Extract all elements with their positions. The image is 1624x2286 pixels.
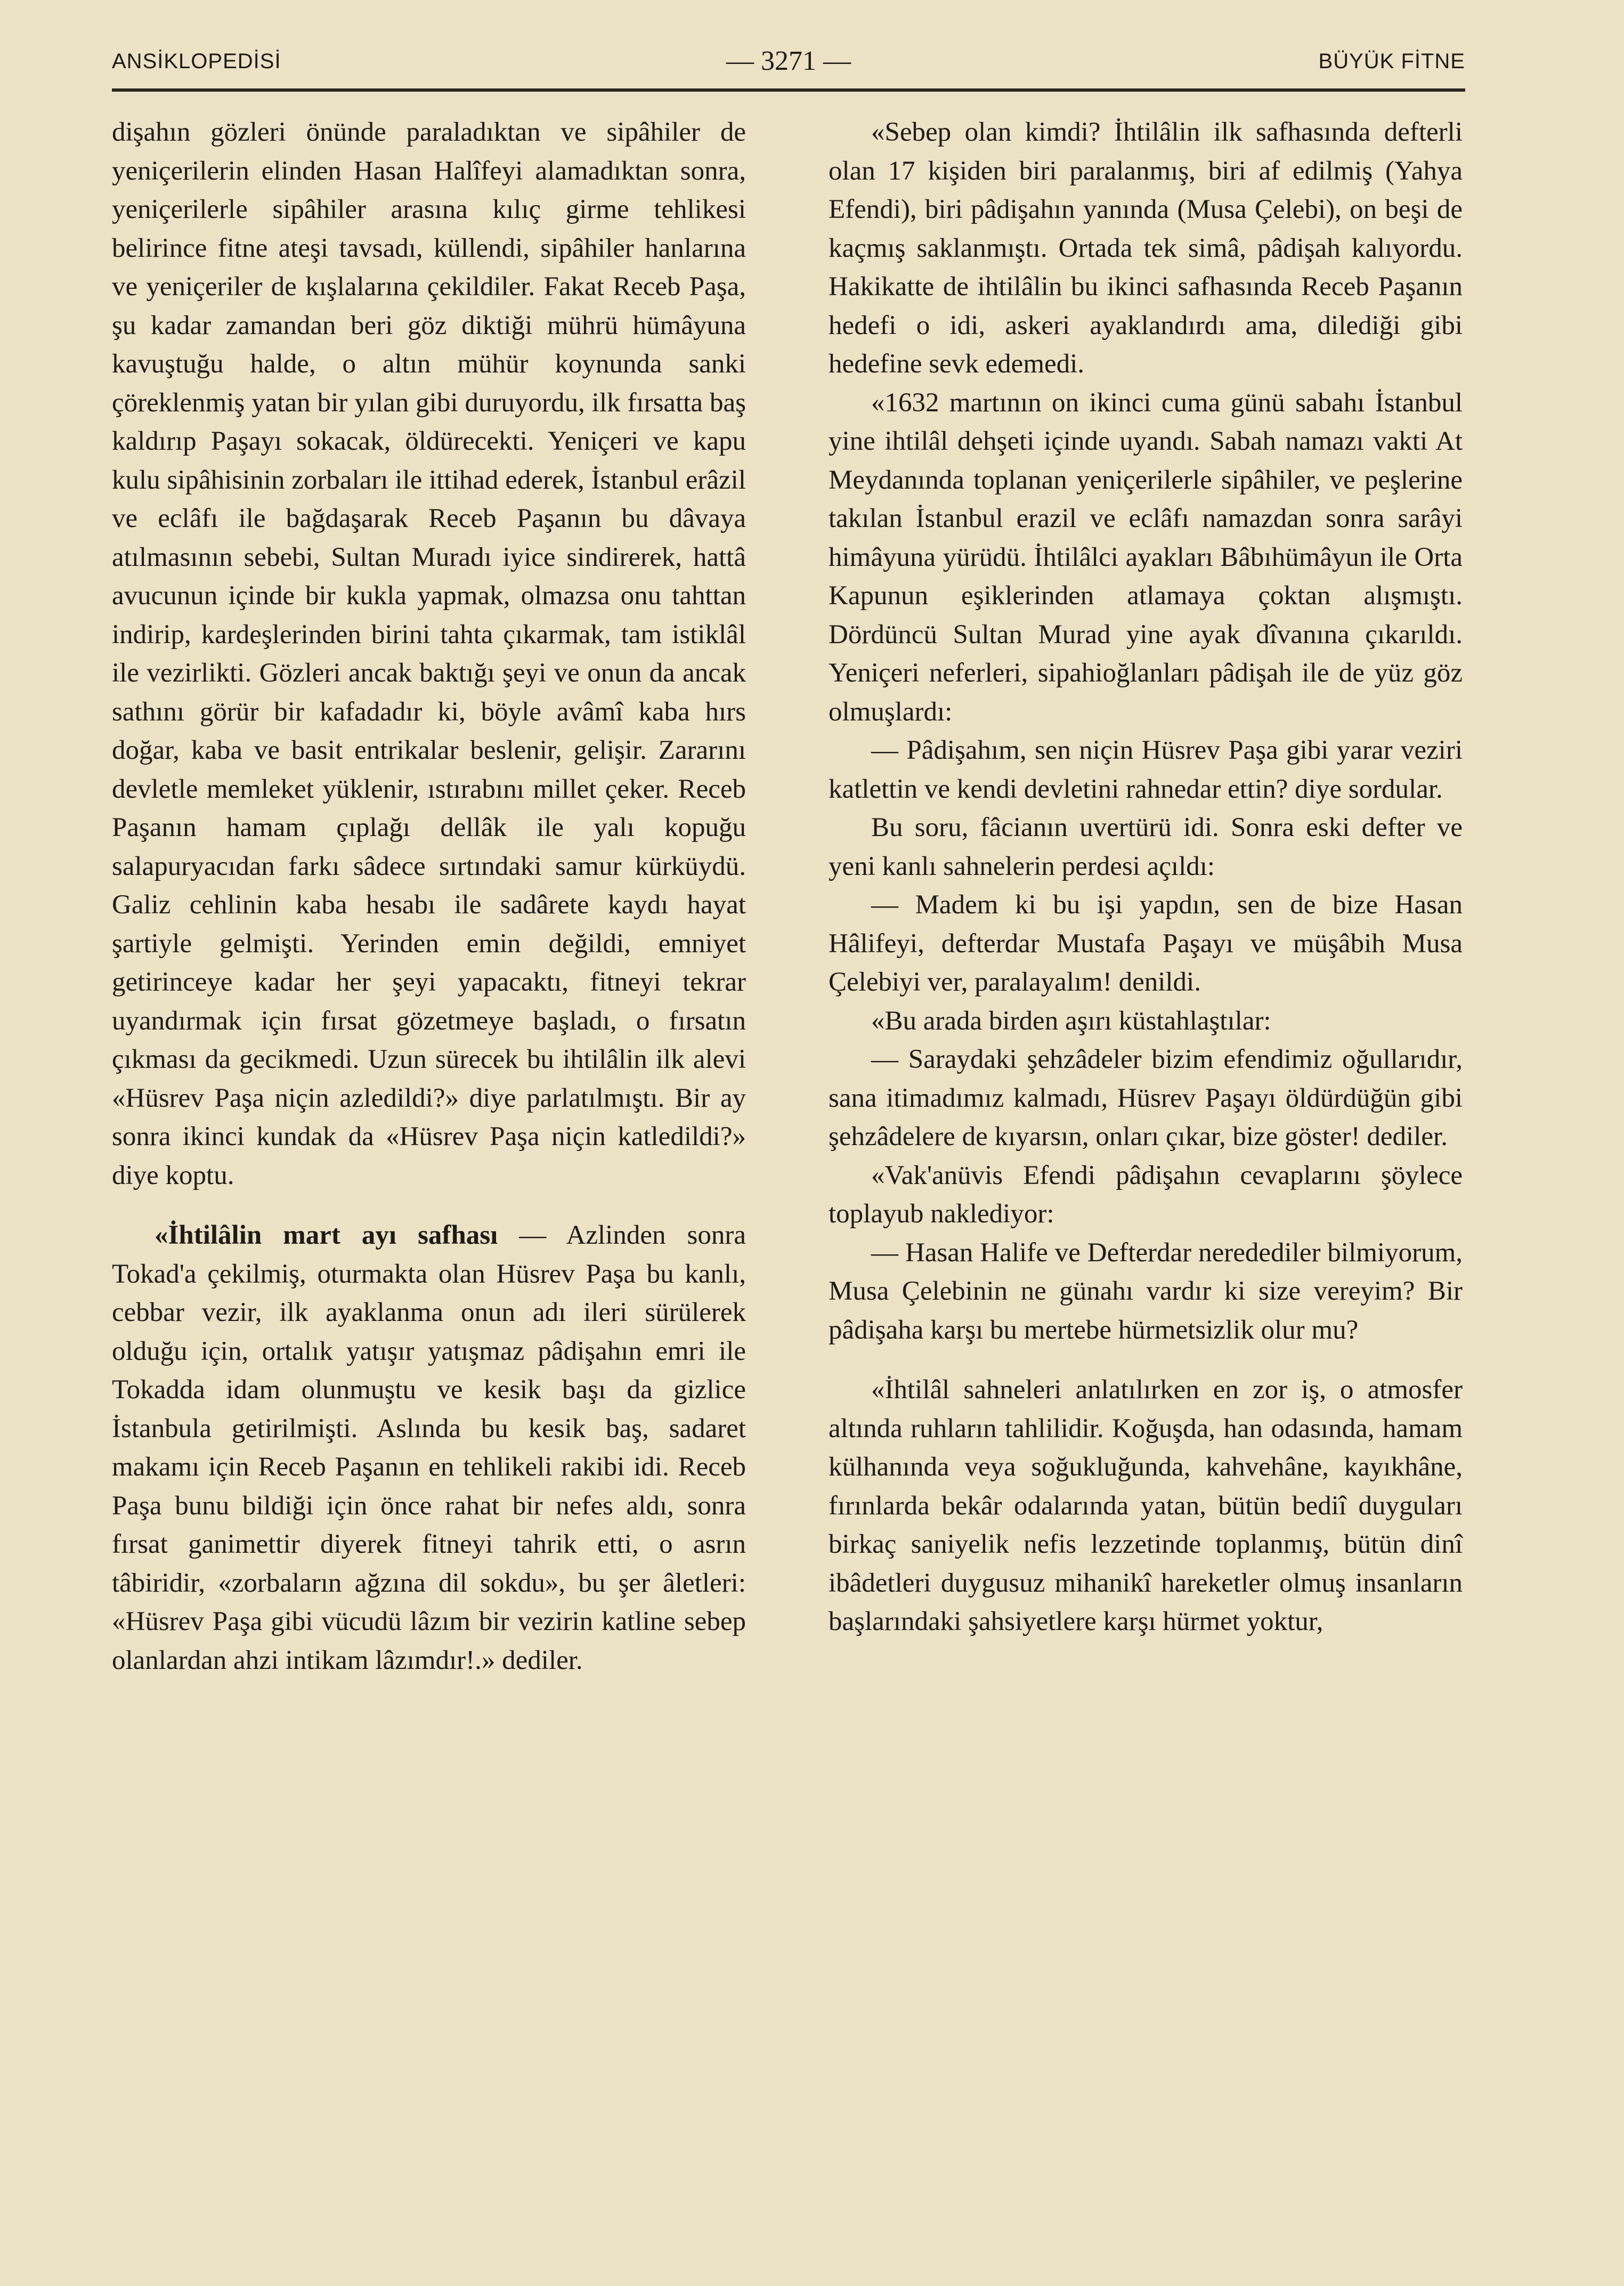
left-paragraph-2-text: — Azlinden sonra Tokad'a çekilmiş, oturmakta olan Hüsrev Paşa bu kanlı, cebbar vezir, ilk ayaklanma onun adı ileri sürülerek olduğu için, ortalık yatışır yatışmaz pâdişahın emri ile Tokadda idam olunmuştu ve kesik başı da gizlice İstanbula getirilmişti. Aslında bu kesik baş, sadaret makamı için Receb Paşanın en tehlikeli rakibi idi. Receb Paşa bunu bildiği için önce rahat bir nefes aldı, sonra fırsat ganimettir diyerek fitneyi tahrik etti, o asrın tâbiridir, «zorbaların ağzına dil sokdu», bu şer âletleri: «Hüsrev Paşa gibi vücudü lâzım bir vezirin katline sebep olanlardan ahzi intikam lâzımdır!.» dediler. <box>112 1220 746 1675</box>
section-heading-march-phase: «İhtilâlin mart ayı safhası <box>155 1220 498 1250</box>
page-number: — 3271 — <box>726 46 851 76</box>
right-paragraph-6: «Bu arada birden aşırı küstahlaştılar: <box>871 1006 1271 1036</box>
header-article-title: BÜYÜK FİTNE <box>1318 50 1465 73</box>
right-paragraph-7: — Saraydaki şehzâdeler bizim efendimiz oğullarıdır, sana itimadımız kalmadı, Hüsrev Paşayı öldürdüğün gibi şehzâdelere de kıyarsın, onları çıkar, bize göster! dediler. <box>829 1044 1463 1152</box>
right-paragraph-4: Bu soru, fâcianın uvertürü idi. Sonra eski defter ve yeni kanlı sahnelerin perdesi açıldı: <box>829 813 1463 881</box>
right-paragraph-9: — Hasan Halife ve Defterdar neredediler bilmiyorum, Musa Çelebinin ne günahı vardır ki size vereyim? Bir pâdişaha karşı bu mertebe hürmetsizlik olur mu? <box>829 1237 1463 1345</box>
right-paragraph-2: «1632 martının on ikinci cuma günü sabahı İstanbul yine ihtilâl dehşeti içinde uyandı. Sabah namazı vakti At Meydanında toplanan yeniçerilerle sipâhiler, ve peşlerine takılan İstanbul erazil ve eclâfı namazdan sonra sarâyi himâyuna yürüdü. İhtilâlci ayakları Bâbıhümâyun ile Orta Kapunun eşiklerinden atlamaya çoktan alışmıştı. Dördüncü Sultan Murad yine ayak dîvanına çıkarıldı. Yeniçeri neferleri, sipahioğlanları pâdişah ile de yüz göz olmuşlardı: <box>829 387 1463 727</box>
left-paragraph-1: dişahın gözleri önünde paraladıktan ve sipâhiler de yeniçerilerin elinden Hasan Halîfeyi alamadıktan sonra, yeniçerilerle sipâhiler arasına kılıç girme tehlikesi belirince fitne ateşi tavsadı, küllendi, sipâhiler hanlarına ve yeniçeriler de kışlalarına çekildiler. Fakat Receb Paşa, şu kadar zamandan beri göz diktiği mührü hümâyuna kavuştuğu halde, o altın mühür koynunda sanki çöreklenmiş yatan bir yılan gibi duruyordu, ilk fırsatta baş kaldırıp Paşayı sokacak, öldürecekti. Yeniçeri ve kapu kulu sipâhisinin zorbaları ile ittihad ederek, İstanbul erâzil ve eclâfı ile bağdaşarak Receb Paşanın bu dâvaya atılmasının sebebi, Sultan Muradı iyice sindirerek, hattâ avucunun içinde bir kukla yapmak, olmazsa onu tahttan indirip, kardeşlerinden birini tahta çıkarmak, tam istiklâl ile vezirlikti. Gözleri ancak baktığı şeyi ve onun da ancak sathını görür bir kafadadır ki, böyle avâmî kaba hırs doğar, kaba ve basit entrikalar beslenir, gelişir. Zararını devletle memleket yüklenir, ıstırabını millet çeker. Receb Paşanın hamam çıplağı dellâk ile yalı kopuğu salapuryacıdan farkı sâdece sırtındaki samur kürküydü. Galiz cehlinin kaba hesabı ile sadârete kaydı hayat şartiyle gelmişti. Yerinden emin değildi, emniyet getirinceye kadar her şeyi yapacaktı, fitneyi tekrar uyandırmak için fırsat gözetmeye başladı, o fırsatın çıkması da gecikmedi. Uzun sürecek bu ihtilâlin ilk alevi «Hüsrev Paşa niçin azledildi?» diye parlatılmıştı. Bir ay sonra ikinci kundak da «Hüsrev Paşa niçin katledildi?» diye koptu. <box>112 117 746 1190</box>
left-paragraph-2 <box>112 1216 746 1680</box>
left-column <box>112 113 746 1680</box>
header-encyclopedia-title: ANSİKLOPEDİSİ <box>112 50 281 73</box>
right-paragraph-5: — Madem ki bu işi yapdın, sen de bize Hasan Hâlifeyi, defterdar Mustafa Paşayı ve müşâbih Musa Çelebiyi ver, paralayalım! denildi. <box>829 890 1463 997</box>
right-paragraph-10: «İhtilâl sahneleri anlatılırken en zor iş, o atmosfer altında ruhların tahlilidir. Koğuşda, han odasında, hamam külhanında veya soğukluğunda, kahvehâne, kayıkhâne, fırınlarda bekâr odalarında yatan, bütün bediî duyguları birkaç saniyelik nefis lezzetinde toplanmış, bütün dinî ibâdetleri duygusuz mihanikî hareketler olmuş insanların başlarındaki şahsiyetlere karşı hürmet yoktur, <box>829 1375 1463 1636</box>
right-column <box>829 113 1463 1641</box>
right-paragraph-8: «Vak'anüvis Efendi pâdişahın cevaplarını şöylece toplayub naklediyor: <box>829 1160 1463 1229</box>
header-rule <box>112 88 1465 92</box>
right-paragraph-1: «Sebep olan kimdi? İhtilâlin ilk safhasında defterli olan 17 kişiden biri paralanmış, biri af edilmiş (Yahya Efendi), biri pâdişahın yanında (Musa Çelebi), on beşi de kaçmış saklanmıştı. Ortada tek simâ, pâdişah kalıyordu. Hakikatte de ihtilâlin bu ikinci safhasında Receb Paşanın hedefi o idi, askeri ayaklandırdı ama, dilediği gibi hedefine sevk edemedi. <box>829 117 1463 379</box>
running-head <box>112 43 1465 80</box>
right-paragraph-3: — Pâdişahım, sen niçin Hüsrev Paşa gibi yarar veziri katlettin ve kendi devletini rahnedar ettin? diye sordular. <box>829 735 1463 804</box>
